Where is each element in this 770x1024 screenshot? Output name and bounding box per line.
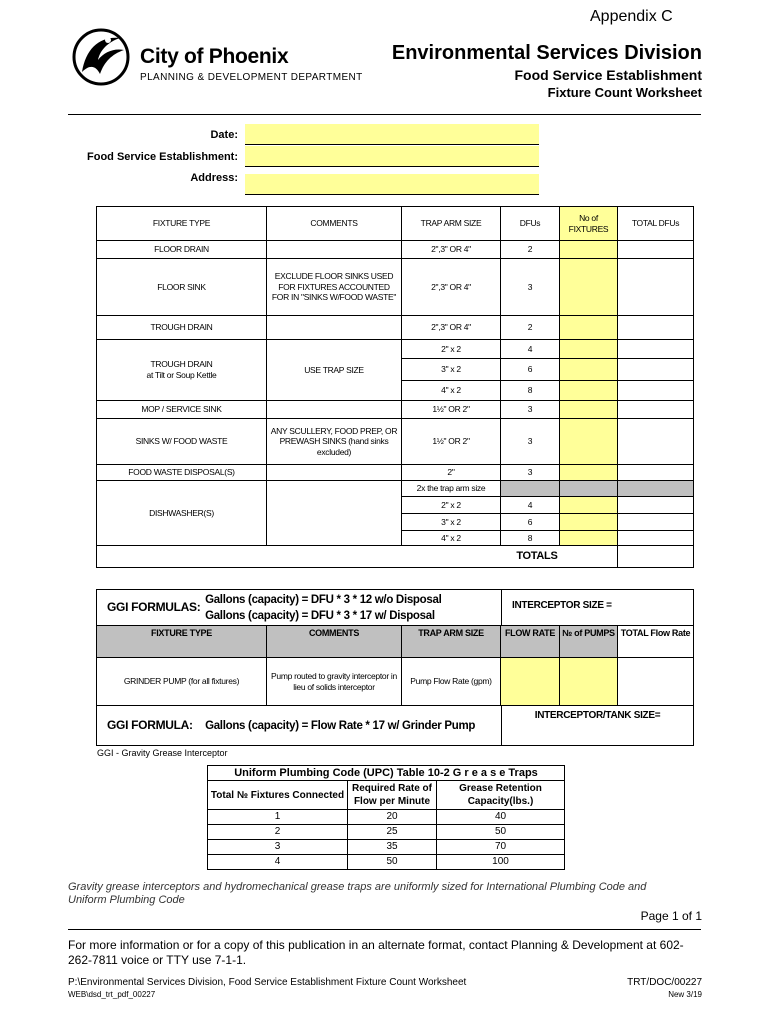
trap-mop-sink: 1½" OR 2" (402, 401, 501, 419)
pump-header-no-pumps: № of PUMPS (560, 626, 618, 658)
col-header-dfus: DFUs (501, 207, 560, 241)
ggi-formulas-block (96, 589, 694, 626)
trap-dishwasher-note: 2x the trap arm size (402, 481, 501, 497)
establishment-field[interactable] (245, 146, 539, 167)
count-floor-sink[interactable] (560, 259, 618, 316)
dfu-mop-sink: 3 (501, 401, 560, 419)
ggi-formula-grinder-block (96, 705, 694, 746)
comment-sinks-food-waste: ANY SCULLERY, FOOD PREP, OR PREWASH SINKS (hand sinks excluded) (267, 419, 402, 465)
dfu-dishwasher-3: 6 (501, 514, 560, 531)
footer-divider (68, 929, 701, 930)
grinder-pump-table (96, 625, 694, 706)
document-title: Fixture Count Worksheet (547, 85, 702, 100)
document-code: TRT/DOC/00227 (627, 977, 702, 988)
fixture-trough-drain: TROUGH DRAIN (97, 316, 267, 340)
totals-label: TOTALS (97, 546, 560, 568)
pump-header-comments: COMMENTS (267, 626, 402, 658)
pump-header-fixture-type: FIXTURE TYPE (97, 626, 267, 658)
total-floor-sink (618, 259, 694, 316)
interceptor-tank-size-label: INTERCEPTOR/TANK SIZE= (502, 706, 694, 746)
col-header-total-dfus: TOTAL DFUs (618, 207, 694, 241)
division-title: Environmental Services Division (391, 42, 702, 64)
trap-dishwasher-4: 4" x 2 (402, 531, 501, 546)
dfu-dishwasher-2: 4 (501, 497, 560, 514)
pump-header-total-flow: TOTAL Flow Rate (618, 626, 694, 658)
comment-floor-sink: EXCLUDE FLOOR SINKS USED FOR FIXTURES ACCOUNTED FOR IN "SINKS W/FOOD WASTE" (267, 259, 402, 316)
dfu-trough-kettle-2: 4 (501, 340, 560, 359)
fixture-count-table (96, 206, 694, 568)
count-dishwasher-4[interactable] (560, 531, 618, 546)
col-header-no-fixtures: No of FIXTURES (560, 207, 618, 241)
dfu-trough-drain: 2 (501, 316, 560, 340)
dfu-sinks-food-waste: 3 (501, 419, 560, 465)
pump-header-flow-rate: FLOW RATE (501, 626, 560, 658)
total-floor-drain (618, 241, 694, 259)
city-name: City of Phoenix (140, 45, 289, 68)
pump-header-trap-arm: TRAP ARM SIZE (402, 626, 501, 658)
upc-header-fixtures: Total № Fixtures Connected (208, 781, 348, 810)
web-code: WEB\dsd_trt_pdf_00227 (68, 990, 156, 999)
revision-date: New 3/19 (668, 990, 702, 999)
trap-disposal: 2" (402, 465, 501, 481)
dfu-floor-sink: 3 (501, 259, 560, 316)
count-trough-kettle-2[interactable] (560, 340, 618, 359)
upc-grease-trap-table (207, 765, 565, 870)
totals-value (618, 546, 694, 568)
count-disposal[interactable] (560, 465, 618, 481)
contact-info: For more information or for a copy of this publication in an alternate format, contact Planning & Development at 602-262-7811 voice or TTY use 7-1-1. (68, 938, 684, 967)
fixture-sinks-food-waste: SINKS W/ FOOD WASTE (97, 419, 267, 465)
dfu-disposal: 3 (501, 465, 560, 481)
count-mop-sink[interactable] (560, 401, 618, 419)
ggi-note: GGI - Gravity Grease Interceptor (97, 748, 228, 758)
trap-trough-kettle-2: 2" x 2 (402, 340, 501, 359)
trap-trough-kettle-4: 4" x 2 (402, 381, 501, 401)
trap-floor-sink: 2",3" OR 4" (402, 259, 501, 316)
upc-row: 3 35 70 (208, 840, 565, 855)
document-subtitle: Food Service Establishment (514, 67, 702, 83)
page-number: Page 1 of 1 (640, 909, 702, 923)
ggi-formula-without-disposal: Gallons (capacity) = DFU * 3 * 12 w/o Disposal (205, 593, 442, 606)
fixture-floor-drain: FLOOR DRAIN (97, 241, 267, 259)
phoenix-bird-logo-icon (70, 26, 132, 88)
dfu-trough-kettle-4: 8 (501, 381, 560, 401)
upc-row: 1 20 40 (208, 810, 565, 825)
pump-count-input[interactable] (560, 658, 618, 706)
total-trough-drain (618, 316, 694, 340)
count-dishwasher-3[interactable] (560, 514, 618, 531)
dfu-floor-drain: 2 (501, 241, 560, 259)
sizing-note: Gravity grease interceptors and hydromechanical grease traps are uniformly sized for International Plumbing Code and Uniform Plumbing Code (68, 881, 647, 906)
appendix-label: Appendix C (590, 8, 673, 25)
count-trough-drain[interactable] (560, 316, 618, 340)
pump-flow-rate-input[interactable] (501, 658, 560, 706)
upc-header-capacity: Grease Retention Capacity(lbs.) (437, 781, 565, 810)
fixture-mop-sink: MOP / SERVICE SINK (97, 401, 267, 419)
fixture-trough-kettle: TROUGH DRAIN at Tilt or Soup Kettle (97, 340, 267, 401)
fixture-floor-sink: FLOOR SINK (97, 259, 267, 316)
col-header-fixture-type: FIXTURE TYPE (97, 207, 267, 241)
upc-header-flow: Required Rate of Flow per Minute (348, 781, 437, 810)
col-header-trap-arm-size: TRAP ARM SIZE (402, 207, 501, 241)
fixture-dishwasher: DISHWASHER(S) (97, 481, 267, 546)
file-path: P:\Environmental Services Division, Food Service Establishment Fixture Count Worksheet (68, 977, 467, 988)
ggi-formula-grinder: Gallons (capacity) = Flow Rate * 17 w/ Grinder Pump (205, 719, 476, 732)
trap-sinks-food-waste: 1½" OR 2" (402, 419, 501, 465)
date-field[interactable] (245, 124, 539, 145)
trap-trough-kettle-3: 3" x 2 (402, 359, 501, 381)
trap-dishwasher-3: 3" x 2 (402, 514, 501, 531)
col-header-comments: COMMENTS (267, 207, 402, 241)
count-dishwasher-2[interactable] (560, 497, 618, 514)
ggi-formula-label: GGI FORMULA: (107, 717, 193, 732)
count-trough-kettle-3[interactable] (560, 359, 618, 381)
pump-total-flow (618, 658, 694, 706)
comment-trough-kettle: USE TRAP SIZE (267, 340, 402, 401)
establishment-label: Food Service Establishment: (87, 151, 238, 163)
count-floor-drain[interactable] (560, 241, 618, 259)
count-trough-kettle-4[interactable] (560, 381, 618, 401)
address-field[interactable] (245, 174, 539, 195)
trap-floor-drain: 2",3" OR 4" (402, 241, 501, 259)
header-divider (68, 114, 701, 115)
pump-trap: Pump Flow Rate (gpm) (402, 658, 501, 706)
fixture-disposal: FOOD WASTE DISPOSAL(S) (97, 465, 267, 481)
pump-fixture: GRINDER PUMP (for all fixtures) (97, 658, 267, 706)
ggi-formulas-label: GGI FORMULAS: (107, 600, 201, 614)
interceptor-size-label: INTERCEPTOR SIZE = (502, 590, 694, 626)
date-label: Date: (210, 129, 238, 141)
dfu-trough-kettle-3: 6 (501, 359, 560, 381)
pump-comment: Pump routed to gravity interceptor in lieu of solids interceptor (267, 658, 402, 706)
trap-trough-drain: 2",3" OR 4" (402, 316, 501, 340)
upc-row: 2 25 50 (208, 825, 565, 840)
dfu-dishwasher-4: 8 (501, 531, 560, 546)
address-label: Address: (190, 172, 238, 184)
ggi-formula-with-disposal: Gallons (capacity) = DFU * 3 * 17 w/ Disposal (205, 609, 435, 622)
trap-dishwasher-2: 2" x 2 (402, 497, 501, 514)
count-sinks-food-waste[interactable] (560, 419, 618, 465)
upc-title: Uniform Plumbing Code (UPC) Table 10-2 G r e a s e Traps (208, 766, 565, 781)
upc-row: 4 50 100 (208, 855, 565, 870)
department-name: PLANNING & DEVELOPMENT DEPARTMENT (140, 72, 363, 83)
